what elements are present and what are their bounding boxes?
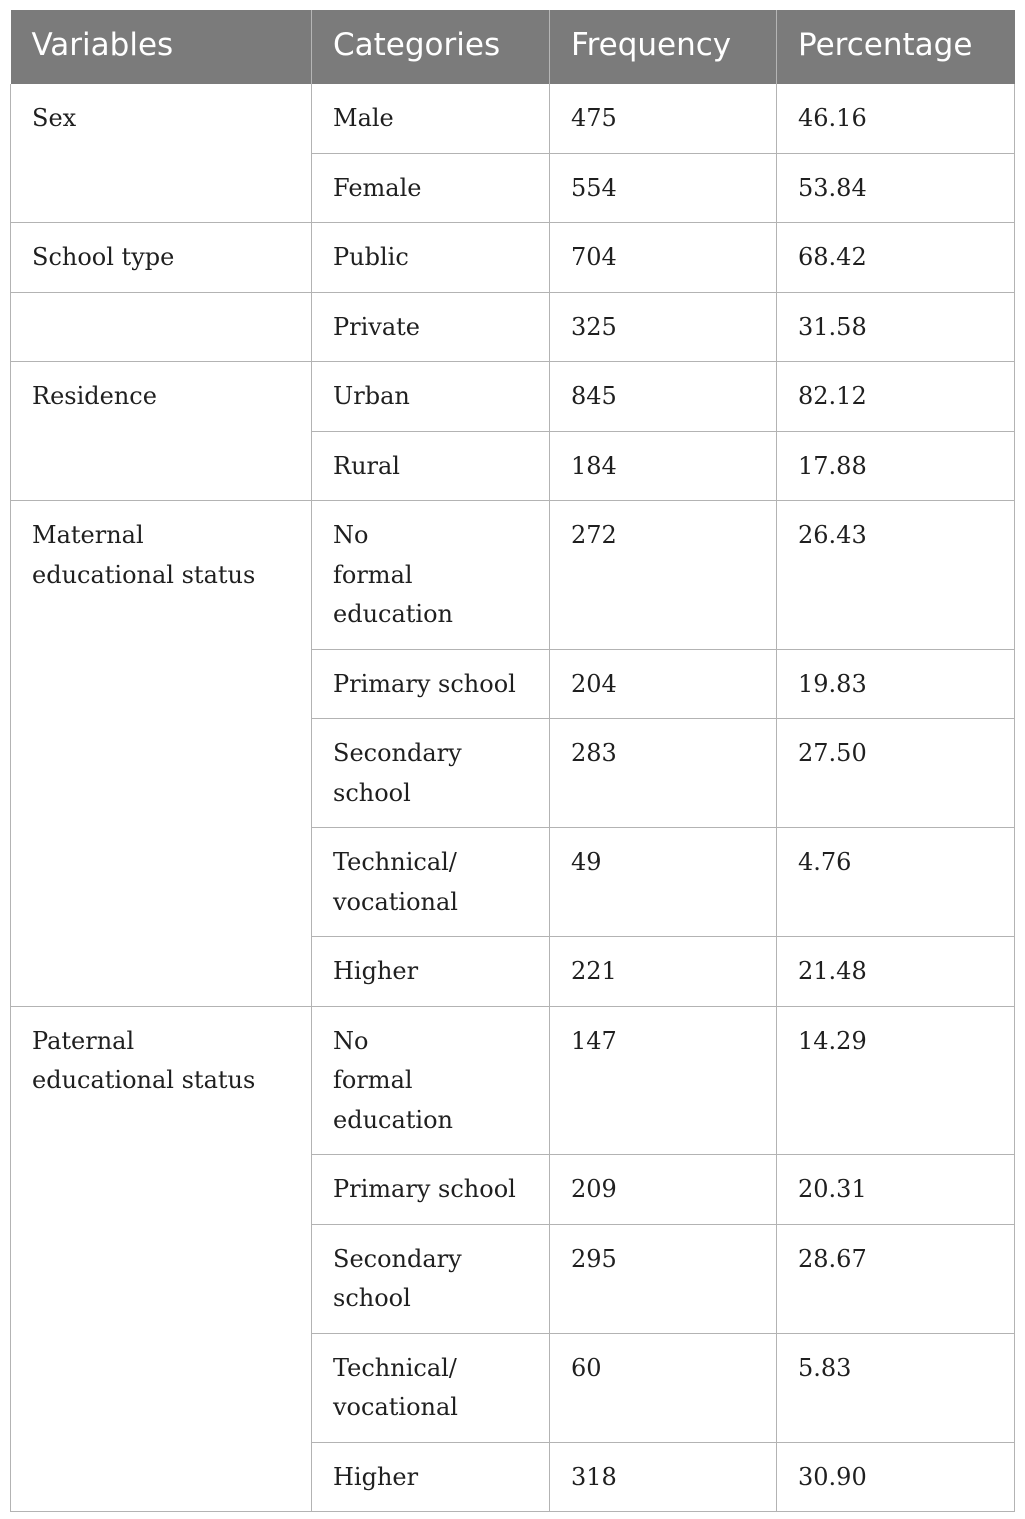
frequency-cell: 845 [550,362,777,432]
frequency-cell: 147 [550,1006,777,1155]
category-cell: Private [312,292,550,362]
frequency-cell: 295 [550,1224,777,1333]
frequency-cell: 318 [550,1442,777,1512]
frequency-cell: 49 [550,828,777,937]
variable-cell-residence: Residence [11,362,312,501]
table-header [11,10,1015,84]
variable-cell-empty [11,292,312,362]
percentage-cell: 26.43 [777,501,1015,650]
category-cell: Higher [312,1442,550,1512]
percentage-cell: 28.67 [777,1224,1015,1333]
category-cell: Rural [312,431,550,501]
percentage-cell: 53.84 [777,153,1015,223]
category-cell: Public [312,223,550,293]
percentage-cell: 5.83 [777,1333,1015,1442]
category-cell: Secondary school [312,719,550,828]
frequency-cell: 184 [550,431,777,501]
frequency-cell: 475 [550,84,777,153]
variable-cell-school-type: School type [11,223,312,293]
header-percentage: Percentage [777,10,1015,84]
header-variables: Variables [11,10,312,84]
category-cell: No formal education [312,501,550,650]
frequency-cell: 209 [550,1155,777,1225]
category-cell: Primary school [312,1155,550,1225]
category-cell: Primary school [312,649,550,719]
table-row [11,84,1015,153]
header-categories: Categories [312,10,550,84]
percentage-cell: 68.42 [777,223,1015,293]
percentage-cell: 30.90 [777,1442,1015,1512]
category-cell: No formal education [312,1006,550,1155]
percentage-cell: 21.48 [777,937,1015,1007]
frequency-cell: 283 [550,719,777,828]
table-body [11,84,1015,1512]
frequency-cell: 60 [550,1333,777,1442]
percentage-cell: 14.29 [777,1006,1015,1155]
table-row [11,223,1015,293]
variable-cell-paternal-education: Paternal educational status [11,1006,312,1512]
percentage-cell: 27.50 [777,719,1015,828]
table-row [11,501,1015,650]
header-frequency: Frequency [550,10,777,84]
frequency-cell: 204 [550,649,777,719]
frequency-cell: 221 [550,937,777,1007]
category-cell: Urban [312,362,550,432]
category-cell: Secondary school [312,1224,550,1333]
frequency-cell: 272 [550,501,777,650]
category-cell: Technical/ vocational [312,828,550,937]
variable-cell-sex: Sex [11,84,312,223]
header-row [11,10,1015,84]
percentage-cell: 82.12 [777,362,1015,432]
percentage-cell: 4.76 [777,828,1015,937]
frequency-cell: 704 [550,223,777,293]
category-cell: Male [312,84,550,153]
table-row [11,292,1015,362]
percentage-cell: 46.16 [777,84,1015,153]
frequency-cell: 554 [550,153,777,223]
table-row [11,362,1015,432]
category-cell: Technical/ vocational [312,1333,550,1442]
percentage-cell: 20.31 [777,1155,1015,1225]
demographics-table [10,10,1015,1512]
percentage-cell: 31.58 [777,292,1015,362]
category-cell: Female [312,153,550,223]
percentage-cell: 19.83 [777,649,1015,719]
table-row [11,1006,1015,1155]
variable-cell-maternal-education: Maternal educational status [11,501,312,1007]
frequency-cell: 325 [550,292,777,362]
category-cell: Higher [312,937,550,1007]
percentage-cell: 17.88 [777,431,1015,501]
